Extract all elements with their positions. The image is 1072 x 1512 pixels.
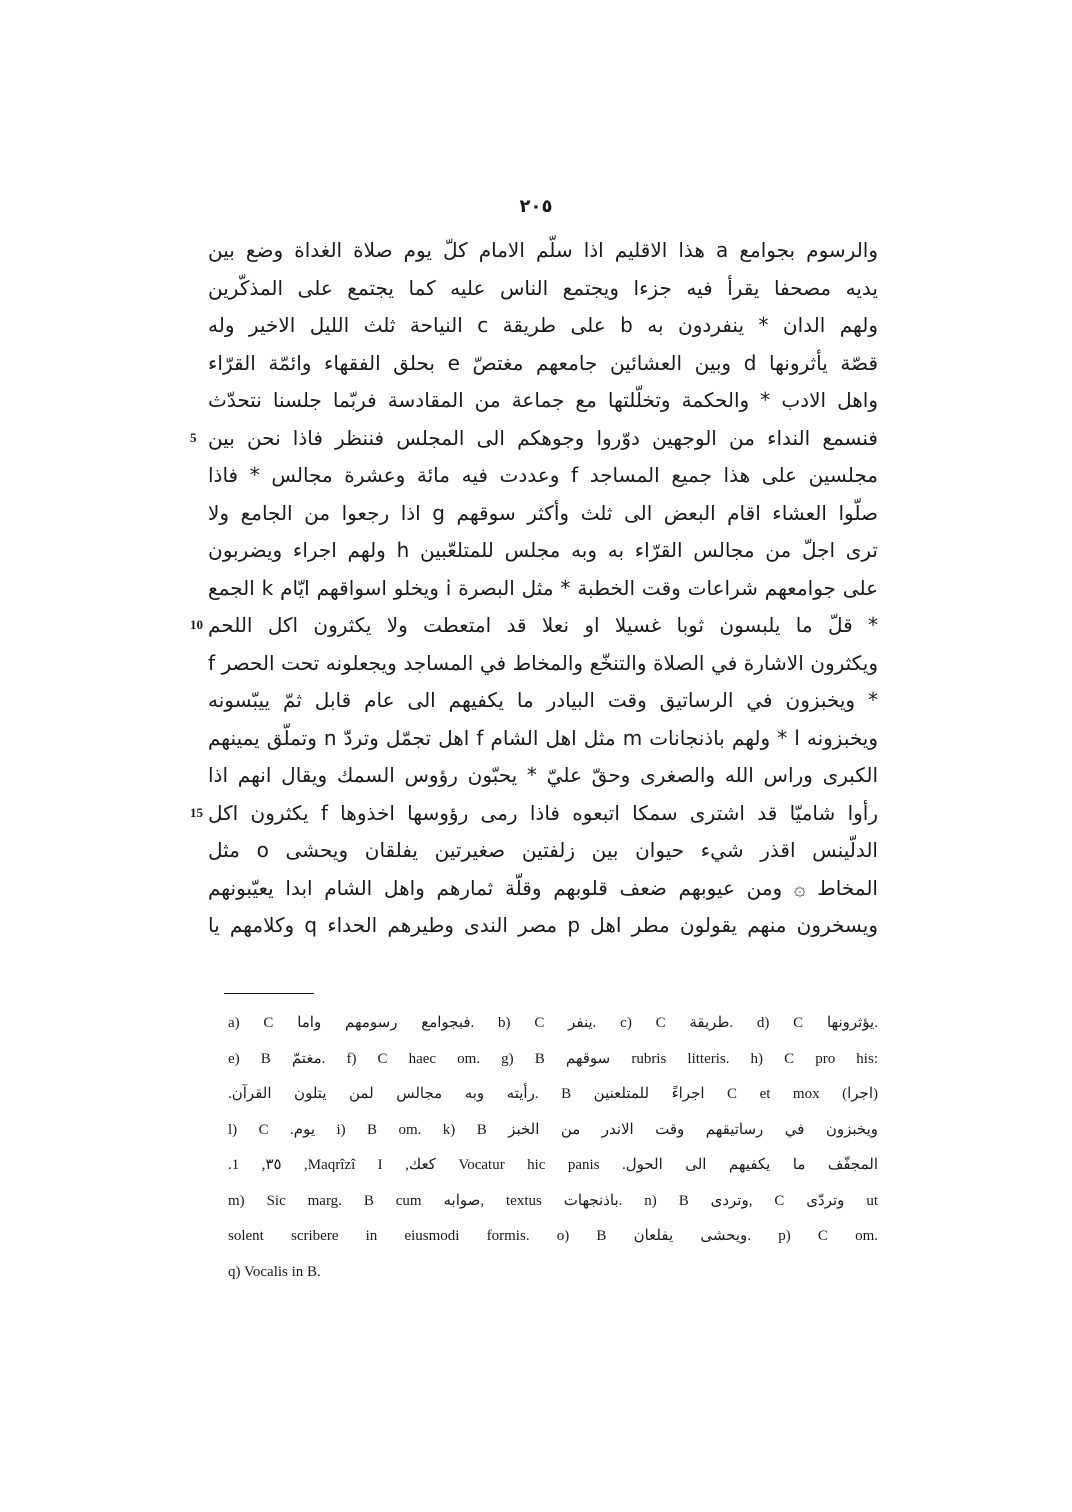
footnotes bbox=[228, 1006, 878, 1290]
text-line: يديه مصحفا يقرأ فيه جزءا ويجتمع الناس عليه كما يجتمع على المذكّرين bbox=[208, 275, 878, 300]
text-line: واهل الادب * والحكمة وتخلّلتها مع جماعة من المقادسة فربّما جلسنا نتحدّث bbox=[208, 388, 878, 412]
footnote-line: m) Sic marg. B cum صوابه, textus باذنجهات. n) B وتردى, C وتردّى ut bbox=[228, 1192, 878, 1209]
footnote-line: ويخبزون في رساتيقهم وقت الاندر من الخبز i) B om. k) B يوم. l) C bbox=[228, 1121, 878, 1138]
text-line: فنسمع النداء من الوجهين دوّروا وجوهكم الى المجلس فننظر فاذا نحن بين bbox=[208, 425, 878, 450]
text-line: والرسوم بجوامع a هذا الاقليم اذا سلّم الامام كلّ يوم صلاة الغداة وضع بين bbox=[208, 238, 878, 262]
text-line: مجلسين على هذا جميع المساجد f وعددت فيه مائة وعشرة مجالس * فاذا bbox=[208, 463, 878, 487]
text-line: رأوا شاميّا قد اشترى سمكا اتبعوه فاذا رمى رؤوسها اخذوها f يكثرون اكل bbox=[208, 800, 878, 825]
text-line: * قلّ ما يلبسون ثوبا غسيلا او نعلا قد امتعطت ولا يكثرون اكل اللحم bbox=[208, 613, 878, 637]
text-line: قصّة يأثرونها d وبين العشائين جامعهم مغتصّ e بحلق الفقهاء وائمّة القرّاء bbox=[208, 350, 878, 375]
line-number: 15 bbox=[190, 804, 203, 820]
footnote-line: (اجرا) C et mox اجراءً للمتلعنين B .رأيته وبه مجالس لمن يتلون القرآن. bbox=[228, 1086, 878, 1102]
footnote-rule bbox=[224, 993, 314, 994]
text-line: ولهم الدان * ينفردون به b على طريقة c النياحة ثلث الليل الاخير وله bbox=[208, 313, 878, 337]
footnote-line: المجفّف ما يكفيهم الى الحول. Vocatur hic panis كعك, Maqrîzî I, ٣٥, 1. bbox=[228, 1157, 878, 1173]
line-number: 5 bbox=[190, 429, 197, 445]
text-line: الكبرى وراس الله والصغرى وحقّ عليّ * يحبّون رؤوس السمك ويقال انهم اذا bbox=[208, 763, 878, 787]
text-line: صلّوا العشاء اقام البعض الى ثلث وأكثر سوقهم g اذا رجعوا من الجامع ولا bbox=[208, 500, 878, 525]
text-line: ويسخرون منهم يقولون مطر اهل p مصر الندى وطيرهم الحداء q وكلامهم يا bbox=[208, 913, 878, 937]
text-line: ويكثرون الاشارة في الصلاة والتنخّع والمخاط في المساجد ويجعلونه تحت الحصر f bbox=[208, 650, 878, 675]
text-line: ترى اجلّ من مجالس القرّاء به وبه مجلس للمتلعّبين h ولهم اجراء ويضربون bbox=[208, 538, 878, 562]
text-line: على جوامعهم شراعات وقت الخطبة * مثل البصرة i ويخلو اسواقهم ايّام k الجمع bbox=[208, 575, 878, 600]
line-number: 10 bbox=[190, 617, 203, 632]
body-text bbox=[208, 232, 878, 945]
footnote-line: a) C فبجوامع رسومهم واما. b) C ينفر. c) C طريقة. d) C يؤثرونها. bbox=[228, 1015, 878, 1031]
text-line: الدلّينس اقذر شيء حيوان بين زلفتين صغيرتين يفلقان ويحشى o مثل bbox=[208, 838, 878, 862]
footnote-line: e) B مغتمّ. f) C haec om. g) B سوقهم rubris litteris. h) C pro his: bbox=[228, 1050, 878, 1067]
text-line: المخاط ۞ ومن عيوبهم ضعف قلوبهم وقلّة ثمارهم واهل الشام ابدا يعيّبونهم bbox=[208, 875, 878, 900]
text-line: * ويخبزون في الرساتيق وقت البيادر ما يكفيهم الى عام قابل ثمّ ييبّسونه bbox=[208, 688, 878, 712]
footnote-line: q) Vocalis in B. bbox=[228, 1263, 321, 1280]
page-number: ٢٠٥ bbox=[519, 196, 553, 217]
footnote-line: solent scribere in eiusmodi formis. o) B ويحشى يفلعان. p) C om. bbox=[228, 1228, 878, 1244]
text-line: ويخبزونه l * ولهم باذنجانات m مثل اهل الشام f اهل تجمّل وتردّ n وتملّق يمينهم bbox=[208, 725, 878, 750]
